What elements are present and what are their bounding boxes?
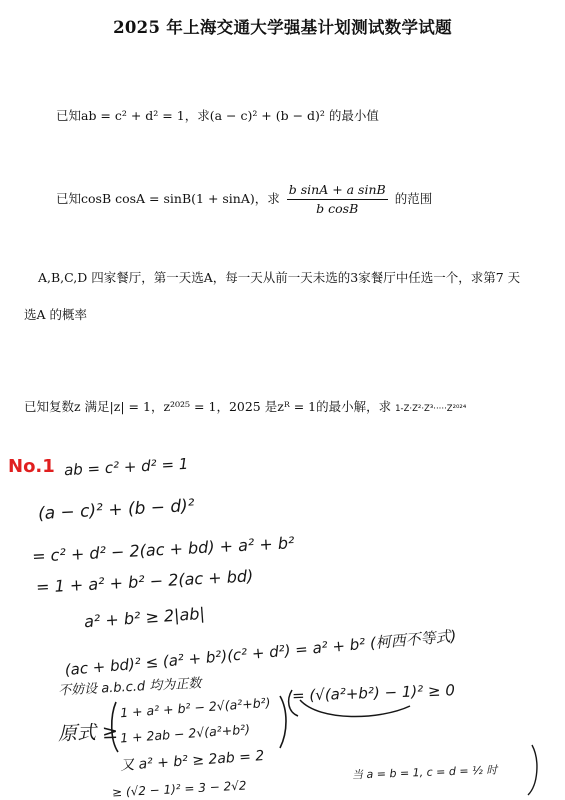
brace-mark	[112, 702, 118, 752]
problem-4-text: 已知复数z 满足|z| = 1，z²⁰²⁵ = 1，2025 是zᴿ = 1的最小解，求	[24, 399, 392, 414]
problem-2-prefix: 已知cosB cosA = sinB(1 + sinA)，求	[56, 191, 280, 206]
bracket-mark	[289, 690, 298, 716]
handwritten-line: (a − c)² + (b − d)²	[37, 495, 196, 525]
problem-3-line-1: A,B,C,D 四家餐厅，第一天选A，每一天从前一天未选的3家餐厅中任选一个，求第7 天	[38, 270, 521, 285]
brace-mark	[280, 696, 286, 748]
fraction-denominator: b cosB	[316, 201, 359, 216]
handwritten-line: = c² + d² − 2(ac + bd) + a² + b²	[31, 533, 295, 566]
fraction-numerator: b sinA + a sinB	[287, 182, 388, 200]
handwritten-line: = (√(a²+b²) − 1)² ≥ 0	[291, 681, 456, 705]
handwritten-line: 原式 ≥	[57, 720, 119, 746]
underline-mark	[300, 700, 410, 717]
handwritten-line: 1 + 2ab − 2√(a²+b²)	[119, 721, 251, 746]
problem-2-suffix: 的范围	[394, 191, 433, 206]
problem-3-line-2: 选A 的概率	[24, 307, 88, 322]
problem-1: 已知ab = c² + d² = 1，求(a − c)² + (b − d)² 的最小值	[56, 108, 379, 123]
handwritten-line: = 1 + a² + b² − 2(ac + bd)	[35, 566, 254, 597]
handwritten-line: (ac + bd)² ≤ (a² + b²)(c² + d²) = a² + b² (柯西不等式)	[64, 626, 458, 680]
handwritten-line: 1 + a² + b² − 2√(a²+b²)	[119, 694, 271, 721]
solution-badge: No.1	[8, 456, 55, 477]
handwritten-line: 又 a² + b² ≥ 2ab = 2	[119, 747, 265, 775]
problem-4-product: 1-Z·Z²·Z³·····Z²⁰²⁴	[395, 404, 467, 414]
scribble-mark	[528, 745, 537, 795]
handwritten-line: a² + b² ≥ 2|ab|	[83, 603, 206, 632]
handwritten-line: ab = c² + d² = 1	[63, 454, 189, 480]
page-title: 2025 年上海交通大学强基计划测试数学试题	[113, 18, 452, 37]
handwritten-line: 当 a = b = 1, c = d = ½ 时	[351, 763, 498, 782]
handwritten-line: ≥ (√2 − 1)² = 3 − 2√2	[111, 778, 247, 800]
handwritten-line: 不妨设 a.b.c.d 均为正数	[57, 676, 202, 699]
